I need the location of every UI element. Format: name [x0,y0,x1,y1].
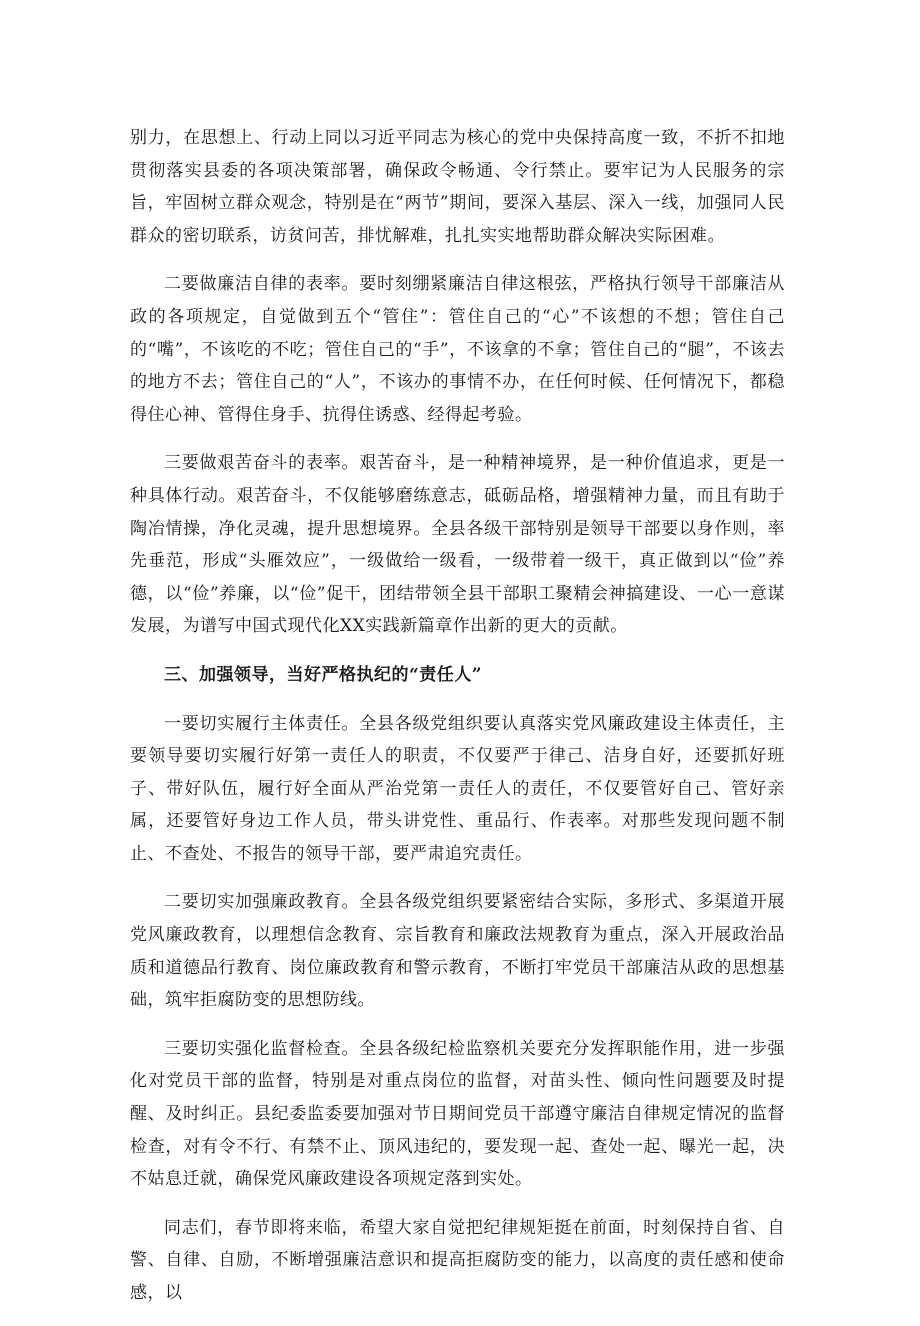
paragraph-integrity-self-discipline: 二要做廉洁自律的表率。要时刻绷紧廉洁自律这根弦，严格执行领导干部廉洁从政的各项规定，自觉做到五个“管住”：管住自己的“心”不该想的不想；管住自己的“嘴”，不该吃的不吃；管住自己的“手”，不该拿的不拿；管住自己的“腿”，不该去的地方不去；管住自己的“人”，不该办的事情不办，在任何时候、任何情况下，都稳得住心神、管得住身手、抗得住诱惑、经得起考验。 [130,274,785,425]
paragraph-supervision: 三要切实强化监督检查。全县各级纪检监察机关要充分发挥职能作用，进一步强化对党员干部的监督，特别是对重点岗位的监督，对苗头性、倾向性问题要及时提醒、及时纠正。县纪委监委要加强对节日期间党员干部遵守廉洁自律规定情况的监督检查，对有令不行、有禁不止、顶风违纪的，要发现一起、查处一起、曝光一起，决不姑息迁就，确保党风廉政建设各项规定落到实处。 [130,1038,785,1190]
document-body [130,122,785,1326]
paragraph-hard-work: 三要做艰苦奋斗的表率。艰苦奋斗，是一种精神境界，是一种价值追求，更是一种具体行动。艰苦奋斗，不仅能够磨练意志，砥砺品格，增强精神力量，而且有助于陶冶情操，净化灵魂，提升思想境界。全县各级干部特别是领导干部要以身作则，率先垂范，形成“头雁效应”，一级做给一级看，一级带着一级干，真正做到以“俭”养德，以“俭”养廉，以“俭”促干，团结带领全县干部职工聚精会神搞建设、一心一意谋发展，为谱写中国式现代化XX实践新篇章作出新的更大的贡献。 [130,453,785,637]
paragraph-continuation: 别力，在思想上、行动上同以习近平同志为核心的党中央保持高度一致，不折不扣地贯彻落实县委的各项决策部署，确保政令畅通、令行禁止。要牢记为人民服务的宗旨，牢固树立群众观念，特别是在“两节”期间，要深入基层、深入一线，加强同人民群众的密切联系，访贫问苦，排忧解难，扎扎实实地帮助群众解决实际困难。 [130,128,785,246]
paragraph-main-responsibility: 一要切实履行主体责任。全县各级党组织要认真落实党风廉政建设主体责任，主要领导要切实履行好第一责任人的职责，不仅要严于律己、洁身自好，还要抓好班子、带好队伍，履行好全面从严治党第一责任人的责任，不仅要管好自己、管好亲属，还要管好身边工作人员，带头讲党性、重品行、作表率。对那些发现问题不制止、不查处、不报告的领导干部，要严肃追究责任。 [130,713,785,864]
section-heading-three: 三、加强领导，当好严格执纪的“责任人” [164,664,483,685]
paragraph-integrity-education: 二要切实加强廉政教育。全县各级党组织要紧密结合实际，多形式、多渠道开展党风廉政教育，以理想信念教育、宗旨教育和廉政法规教育为重点，深入开展政治品质和道德品行教育、岗位廉政教育和警示教育，不断打牢党员干部廉洁从政的思想基础，筑牢拒腐防变的思想防线。 [130,892,785,1011]
paragraph-closing: 同志们，春节即将来临，希望大家自觉把纪律规矩挺在前面，时刻保持自省、自警、自律、自励，不断增强廉洁意识和提高拒腐防变的能力，以高度的责任感和使命感，以 [130,1217,785,1303]
